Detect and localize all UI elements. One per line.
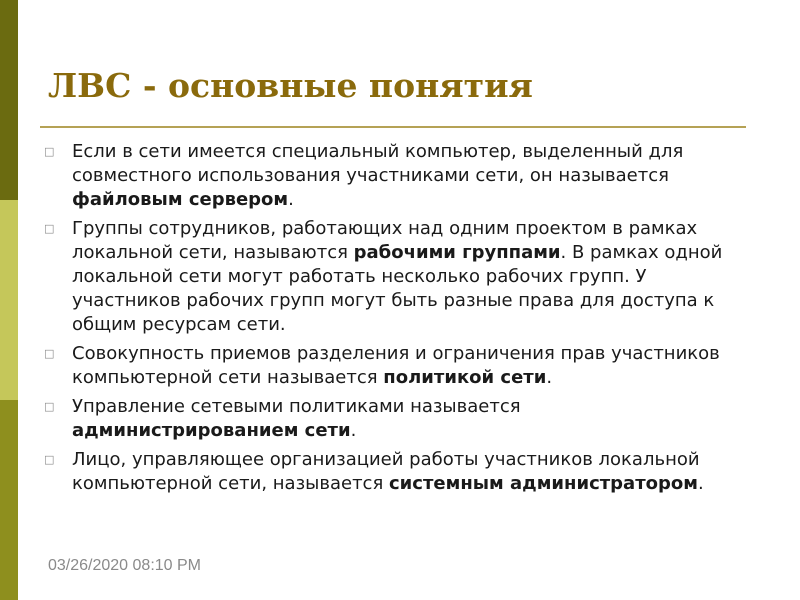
slide-content (44, 140, 744, 501)
item-term: рабочими группами (353, 242, 561, 263)
item-text: Группы сотрудников, работающих над одним проектом в рамках локальной сети, называются (72, 218, 698, 263)
side-color-bar (0, 0, 18, 600)
side-bar-segment-bottom (0, 400, 18, 600)
footer-date: 03/26/2020 08:10 PM (48, 557, 202, 574)
list-item (44, 448, 744, 496)
list-item (44, 140, 744, 212)
square-bullet-icon: □ (44, 222, 55, 235)
square-bullet-icon: □ (44, 453, 55, 466)
list-item (44, 395, 744, 443)
item-term: файловым сервером (72, 189, 289, 210)
item-text-end: . (350, 420, 357, 441)
item-text: Если в сети имеется специальный компьютер, выделенный для совместного использования участниками сети, он называется (72, 141, 684, 186)
item-text: Лицо, управляющее организацией работы участников локальной компьютерной сети, называется (72, 449, 700, 494)
square-bullet-icon: □ (44, 400, 55, 413)
list-item (44, 342, 744, 390)
side-bar-segment-top (0, 0, 18, 200)
list-item (44, 217, 744, 337)
item-text-end: . (546, 367, 553, 388)
item-text-end: . В рамках одной локальной сети могут работать несколько рабочих групп. У участников рабочих групп могут быть разные права для доступа к общим ресурсам сети. (72, 242, 723, 335)
item-text: Совокупность приемов разделения и ограничения прав участников компьютерной сети называется (72, 343, 720, 388)
slide-title: ЛВС - основные понятия (48, 66, 533, 105)
item-term: администрированием сети (72, 420, 351, 441)
item-text: Управление сетевыми политиками называется (72, 396, 521, 417)
square-bullet-icon: □ (44, 347, 55, 360)
title-underline (40, 126, 746, 128)
item-text-end: . (697, 473, 704, 494)
item-term: политикой сети (383, 367, 547, 388)
side-bar-segment-middle (0, 200, 18, 400)
item-text-end: . (288, 189, 294, 210)
square-bullet-icon: □ (44, 145, 55, 158)
item-term: системным администратором (389, 473, 698, 494)
